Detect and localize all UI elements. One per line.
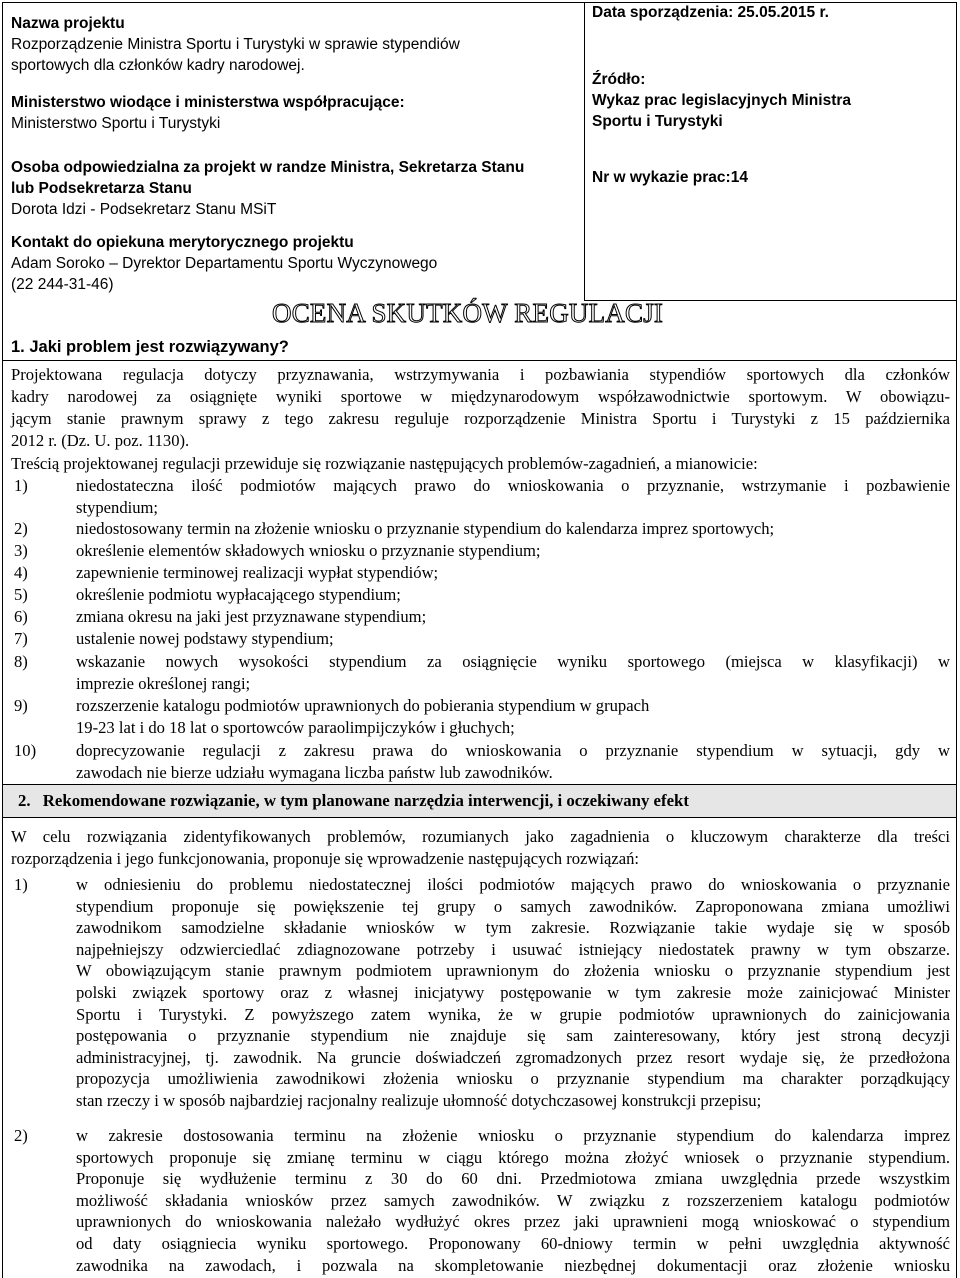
list-item-line: postępowania o przyznanie stypendium nie znajduje się sam zainteresowany, który jest stroną decyzji	[76, 1026, 950, 1046]
list-item-line: Sportu i Turystyki. Z powyższego zatem wynika, że w grupie podmiotów uprawnionych do zainicjowania	[76, 1004, 950, 1024]
list-item-line: wskazanie nowych wysokości stypendium za osiągnięcie wyniku sportowego (miejsca w klasyfikacji) w	[76, 652, 950, 671]
list-item-line: 19-23 lat i do 18 lat o sportowców paraolimpijczyków i głuchych;	[76, 718, 515, 737]
list-item-line: od daty osiągniecia wyniku sportowego. Proponowany 60-dniowy termin w pełni uwzględnia aktywność	[76, 1234, 950, 1253]
section1-lead: Treścią projektowanej regulacji przewiduje się rozwiązanie następujących problemów-zagadnień, a mianowicie:	[11, 454, 758, 473]
list-item-line: polski związek sportowy oraz z własnej inicjatywy postępowanie w tym zakresie może zainicjować Minister	[76, 983, 950, 1002]
list-item	[14, 606, 950, 628]
contact-line: Adam Soroko – Dyrektor Departamentu Sportu Wyczynowego	[11, 255, 438, 272]
list-item-number: 2)	[14, 519, 28, 538]
project-name-line: Rozporządzenie Ministra Sportu i Turystyki w sprawie stypendiów	[11, 36, 460, 53]
section2-intro-line: rozporządzenia i jego funkcjonowania, proponuje się wprowadzenie następujących rozwiązań:	[11, 849, 639, 868]
section1-intro-line: kadry narodowej za osiągnięte wyniki sportowe w międzynarodowym współzawodnictwie sportowym. W obowiązu-	[11, 387, 950, 406]
list-item-number: 4)	[14, 563, 28, 582]
project-name-block	[11, 13, 581, 76]
date-of-preparation: Data sporządzenia: 25.05.2015 r.	[592, 4, 829, 21]
section2-intro-line: W celu rozwiązania zidentyfikowanych problemów, rozumianych jako zagadnienia o kluczowym charakterze dla treści	[11, 827, 950, 846]
responsible-value: Dorota Idzi - Podsekretarz Stanu MSiT	[11, 201, 277, 218]
list-item-line: możliwość składania wniosków przez samych zawodników. W związku z rozszerzeniem katalogu podmiotów	[76, 1190, 950, 1210]
section2-heading-text: Rekomendowane rozwiązanie, w tym planowane narzędzia interwencji, i oczekiwany efekt	[42, 791, 689, 810]
source-line: Wykaz prac legislacyjnych Ministra	[592, 92, 852, 109]
list-item-line: zapewnienie terminowej realizacji wypłat stypendiów;	[76, 563, 439, 582]
source-label: Źródło:	[592, 71, 646, 88]
list-item	[14, 518, 950, 540]
list-item-line: administracyjnej, tj. zawodnik. Na gruncie doświadczeń zgromadzonych przez resort wydaje się, że przedłożona	[76, 1047, 950, 1067]
list-item-line: ustalenie nowej podstawy stypendium;	[76, 629, 334, 648]
list-item-line: określenie elementów składowych wniosku o przyznanie stypendium;	[76, 541, 541, 560]
section1-intro-line: Projektowana regulacja dotyczy przyznawania, wstrzymywania i pozbawiania stypendiów sportowych dla członków	[11, 365, 950, 384]
list-item	[14, 475, 950, 519]
responsible-label-line: Osoba odpowiedzialna za projekt w randze Ministra, Sekretarza Stanu	[11, 159, 525, 176]
contact-line: (22 244-31-46)	[11, 276, 114, 293]
list-item-line: niedostosowany termin na złożenie wniosku o przyznanie stypendium do kalendarza imprez sportowych;	[76, 519, 775, 538]
list-item-line: zawodach nie bierze udziału wymagana liczba państw lub zawodników.	[76, 763, 553, 782]
contact-label: Kontakt do opiekuna merytorycznego projektu	[11, 234, 354, 251]
list-item-line: sportowych proponuje się zmianę terminu w ciągu którego można złożyć wniosek o przyznanie stypendium.	[76, 1147, 950, 1167]
list-item	[14, 651, 950, 695]
list-item-number: 1)	[14, 875, 28, 894]
list-item-number: 8)	[14, 652, 28, 671]
section1-heading: 1. Jaki problem jest rozwiązywany?	[11, 338, 289, 356]
list-item	[14, 740, 950, 784]
list-item-line: zawodnikom samodzielne składanie wniosków w tym zakresie. Rozwiązanie takie wydaje się w sposób	[76, 918, 950, 938]
list-item-number: 3)	[14, 541, 28, 560]
list-item-line: uprawnionych do wnioskowania należało wydłużyć okres przez jaki uprawnieni mogą wnioskować o stypendium	[76, 1212, 950, 1232]
section1-intro-line: 2012 r. (Dz. U. poz. 1130).	[11, 431, 190, 450]
section2-heading-number: 2.	[18, 791, 31, 810]
project-name-label: Nazwa projektu	[11, 15, 125, 32]
list-item-line: określenie podmiotu wypłacającego stypendium;	[76, 585, 401, 604]
list-item	[14, 695, 950, 739]
section1-intro-line: jącym stanie prawnym sprawy z tego zakresu reguluje rozporządzenie Ministra Sportu i Turystyki z 15 października	[11, 409, 950, 428]
section2-heading	[18, 791, 948, 811]
list-item-number: 5)	[14, 585, 28, 604]
list-item	[14, 540, 950, 562]
list-item-line: zmiana okresu na jaki jest przyznawane stypendium;	[76, 607, 427, 626]
document-title: OCENA SKUTKÓW REGULACJI	[272, 298, 664, 328]
list-item-line: zawodnika na zawodach, i pozwala na skompletowanie niezbędnej dokumentacji oraz złożenie wniosku	[76, 1255, 950, 1275]
section2-heading-rule	[2, 817, 957, 818]
ministry-value: Ministerstwo Sportu i Turystyki	[11, 115, 221, 132]
header-column-divider	[584, 2, 585, 300]
list-item	[14, 628, 950, 650]
list-item	[14, 562, 950, 584]
list-item	[14, 874, 950, 1112]
list-item-line: imprezie określonej rangi;	[76, 674, 251, 693]
ministry-block	[11, 92, 581, 134]
list-item-line: stan rzeczy i w sposób najbardziej racjonalny realizuje ułomność dotychczasowej konstrukcji przepisu;	[76, 1091, 762, 1110]
list-item-line: Proponuje się wydłużenie terminu z 30 do 60 dni. Przedmiotowa zmiana uwzględnia przede wszystkim	[76, 1169, 950, 1189]
contact-block	[11, 232, 581, 295]
list-item-line: propozycja umożliwienia zawodnikowi złożenia wniosku o przyznanie stypendium ma charakter porządkujący	[76, 1069, 950, 1089]
ministry-label: Ministerstwo wiodące i ministerstwa współpracujące:	[11, 94, 405, 111]
responsible-label-line: lub Podsekretarza Stanu	[11, 180, 192, 197]
responsible-block	[11, 157, 581, 220]
source-block	[592, 69, 952, 132]
list-item-number: 6)	[14, 607, 28, 626]
list-item-line: stypendium;	[76, 498, 159, 517]
list-item-line: W obowiązującym stanie prawnym podmiotem uprawnionym do złożenia wniosku o przyznanie stypendium jest	[76, 961, 950, 981]
list-item-number: 1)	[14, 476, 28, 495]
list-item	[14, 584, 950, 606]
list-item-line: w zakresie dostosowania terminu na złożenie wniosku o przyznanie stypendium do kalendarza imprez	[76, 1126, 950, 1145]
list-item-number: 7)	[14, 629, 28, 648]
list-item-number: 10)	[14, 741, 37, 760]
list-item-line: niedostateczna ilość podmiotów mających prawo do wnioskowania o przyznanie, wstrzymanie i pozbawienie	[76, 476, 950, 495]
list-item-line: rozszerzenie katalogu podmiotów uprawnionych do pobierania stypendium w grupach	[76, 696, 650, 715]
source-line: Sportu i Turystyki	[592, 113, 723, 130]
list-item	[14, 1125, 950, 1276]
section2-top-rule	[2, 784, 957, 785]
list-item-line: stypendium proponuje się powiększenie tej grupy o samych zawodników. Zaproponowana zmiana umożliwi	[76, 896, 950, 916]
list-item-line: w odniesieniu do problemu niedostatecznej ilości podmiotów mających prawo do wnioskowania o przyznanie	[76, 875, 950, 894]
section1-bottom-rule	[2, 360, 957, 361]
list-item-number: 9)	[14, 696, 28, 715]
list-item-line: najpełniejszy odzwierciedlać zdiagnozowane potrzeby i usuwać istniejący niedostatek prawny w tym obszarze.	[76, 939, 950, 959]
project-name-line: sportowych dla członków kadry narodowej.	[11, 57, 305, 74]
list-item-number: 2)	[14, 1126, 28, 1145]
list-item-line: doprecyzowanie regulacji z zakresu prawa do wnioskowania o przyznanie stypendium w sytuacji, gdy w	[76, 741, 950, 760]
list-number: Nr w wykazie prac:14	[592, 169, 748, 186]
